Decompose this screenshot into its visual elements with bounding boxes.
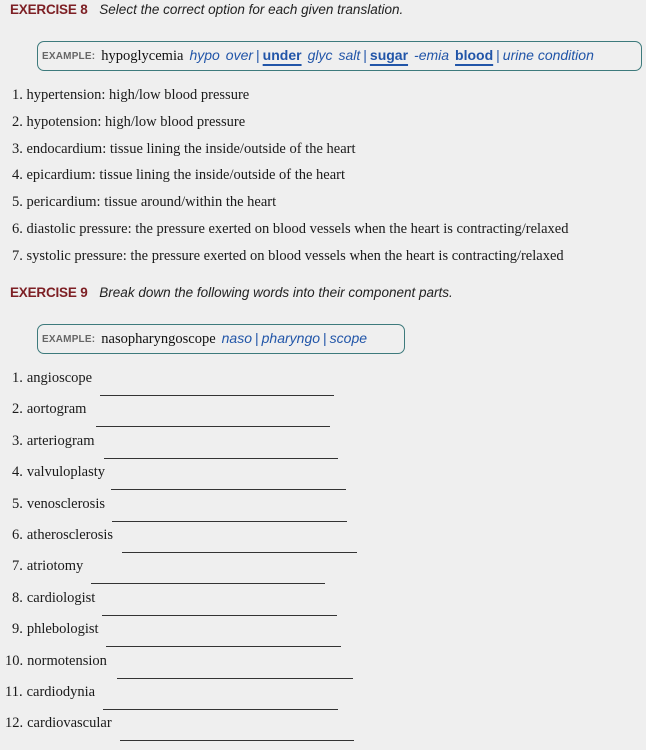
question-item: 3. endocardium: tissue lining the inside/outside of the heart: [12, 140, 356, 157]
answer-blank[interactable]: [96, 426, 330, 427]
item-word: cardiologist: [26, 589, 96, 606]
question-item: 1. hypertension: high/low blood pressure: [12, 87, 250, 103]
example-parts: [189, 47, 593, 65]
item-word: arteriogram: [26, 432, 95, 449]
word-part: glyc: [307, 47, 333, 63]
word-item: [12, 433, 95, 450]
exercise-8-instruction: Select the correct option for each given translation.: [99, 2, 404, 17]
word-item: [5, 653, 107, 670]
item-word: atriotomy: [26, 558, 84, 575]
word-part: pharyngo: [261, 330, 321, 346]
word-item: [12, 621, 99, 638]
separator: |: [255, 330, 259, 346]
answer-blank[interactable]: [106, 646, 341, 647]
separator: |: [363, 47, 367, 63]
item-word: atherosclerosis: [26, 527, 114, 543]
separator: |: [323, 330, 327, 346]
word-part: naso: [221, 330, 252, 346]
item-number: 3.: [12, 432, 23, 449]
option: urine condition: [502, 47, 594, 63]
item-number: 9.: [12, 621, 23, 638]
answer-blank[interactable]: [104, 458, 338, 459]
separator: |: [256, 47, 260, 63]
question-item: 7. systolic pressure: the pressure exerted on blood vessels when the heart is contracting/relaxed: [12, 247, 564, 264]
word-item: [12, 590, 95, 607]
item-number: 11.: [5, 684, 23, 700]
exercise-9-instruction: Break down the following words into their component parts.: [99, 285, 453, 300]
answer-blank[interactable]: [102, 615, 337, 616]
word-item: [5, 715, 112, 732]
question-item: 2. hypotension: high/low blood pressure: [12, 113, 246, 130]
exercise-9-header: [10, 285, 453, 300]
item-word: phlebologist: [26, 621, 99, 638]
question-item: 5. pericardium: tissue around/within the heart: [12, 194, 277, 211]
item-word: venosclerosis: [26, 495, 105, 512]
answer-blank[interactable]: [122, 552, 357, 553]
exercise-9-label: EXERCISE 9: [10, 285, 88, 300]
option: salt: [338, 47, 361, 63]
word-part: -emia: [414, 47, 450, 63]
word-item: [12, 496, 105, 513]
example-tag: EXAMPLE:: [42, 333, 96, 345]
item-number: 1.: [12, 370, 23, 386]
selected-option: blood: [455, 47, 494, 63]
selected-option: sugar: [369, 47, 409, 63]
answer-blank[interactable]: [100, 395, 334, 396]
question-item: 4. epicardium: tissue lining the inside/outside of the heart: [12, 167, 346, 184]
answer-blank[interactable]: [112, 521, 347, 522]
item-number: 10.: [5, 652, 24, 669]
question-item: 6. diastolic pressure: the pressure exerted on blood vessels when the heart is contracting/relaxed: [12, 221, 569, 237]
exercise-8-example-box: [37, 41, 642, 71]
answer-blank[interactable]: [117, 678, 353, 679]
item-number: 7.: [12, 558, 23, 575]
word-item: [12, 527, 113, 544]
example-tag: EXAMPLE:: [42, 50, 96, 62]
word-item: [12, 464, 105, 481]
item-word: aortogram: [26, 401, 87, 418]
word-item: [12, 401, 86, 418]
item-word: normotension: [27, 652, 107, 669]
answer-blank[interactable]: [120, 740, 354, 741]
example-parts: [222, 330, 367, 348]
word-item: [12, 558, 83, 575]
word-part: hypo: [189, 47, 220, 63]
item-number: 6.: [12, 527, 23, 543]
exercise-9-example-box: [37, 324, 405, 354]
item-word: valvuloplasty: [26, 464, 106, 481]
example-word: hypoglycemia: [101, 47, 184, 64]
exercise-8-label: EXERCISE 8: [10, 2, 88, 17]
selected-option: under: [262, 47, 302, 63]
answer-blank[interactable]: [91, 583, 325, 584]
item-word: angioscope: [26, 370, 93, 386]
word-item: [5, 684, 95, 701]
separator: |: [496, 47, 500, 63]
exercise-8-header: [10, 2, 403, 17]
item-number: 2.: [12, 401, 23, 418]
option: over: [225, 47, 254, 63]
item-number: 12.: [5, 715, 24, 732]
word-item: [12, 370, 92, 387]
answer-blank[interactable]: [103, 709, 338, 710]
item-number: 8.: [12, 589, 23, 606]
answer-blank[interactable]: [111, 489, 346, 490]
word-part: scope: [329, 330, 368, 346]
item-number: 4.: [12, 464, 23, 481]
example-word: nasopharyngoscope: [101, 330, 216, 347]
item-number: 5.: [12, 495, 23, 512]
item-word: cardiodynia: [26, 684, 96, 700]
item-word: cardiovascular: [27, 715, 112, 732]
